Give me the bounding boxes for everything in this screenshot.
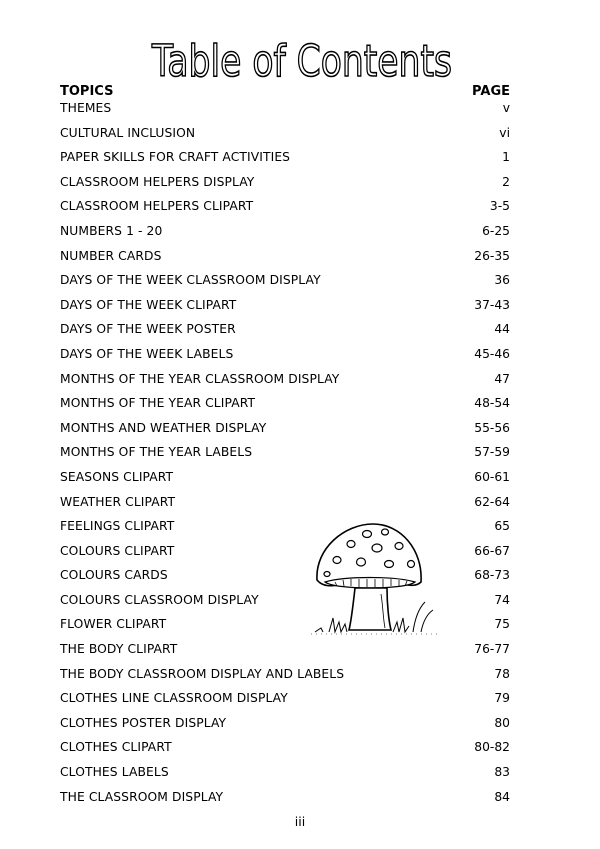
toc-entry: [60, 148, 510, 173]
toc-entry-page: 48-54: [474, 396, 510, 411]
page-title-text: Table of Contents: [151, 36, 452, 87]
toc-entry: [60, 468, 510, 493]
toc-entry-topic: DAYS OF THE WEEK POSTER: [60, 322, 236, 337]
toc-entry: [60, 443, 510, 468]
mushroom-illustration: [305, 518, 445, 643]
toc-entry-page: 62-64: [474, 494, 510, 509]
toc-entry: [60, 738, 510, 763]
toc-entry-page: 36: [494, 273, 510, 288]
toc-entry-topic: WEATHER CLIPART: [60, 494, 176, 509]
toc-entry: [60, 197, 510, 222]
toc-entry-topic: MONTHS OF THE YEAR LABELS: [60, 445, 253, 460]
toc-entry-page: 57-59: [474, 445, 510, 460]
toc-entry: [60, 320, 510, 345]
page-number: iii: [294, 814, 306, 829]
toc-entry: [60, 640, 510, 665]
toc-entry-topic: PAPER SKILLS FOR CRAFT ACTIVITIES: [60, 150, 291, 165]
toc-entry-topic: COLOURS CLIPART: [60, 543, 175, 558]
toc-entry: [60, 173, 510, 198]
toc-entry-topic: CLASSROOM HELPERS DISPLAY: [60, 174, 255, 189]
toc-entry-topic: CLOTHES LABELS: [60, 765, 169, 780]
toc-entry-topic: NUMBERS 1 - 20: [60, 223, 163, 238]
page-title: [0, 30, 600, 90]
toc-entry-page: 78: [494, 666, 510, 681]
toc-entry-topic: FEELINGS CLIPART: [60, 519, 175, 534]
toc-entry: [60, 714, 510, 739]
toc-entry-page: 80: [494, 715, 510, 730]
toc-entry-page: 6-25: [482, 223, 510, 238]
toc-entry: [60, 222, 510, 247]
toc-entry-topic: MONTHS AND WEATHER DISPLAY: [60, 420, 267, 435]
toc-entry: [60, 345, 510, 370]
page-header: PAGE: [472, 84, 510, 99]
toc-entry-page: 79: [494, 691, 510, 706]
toc-entry: [60, 689, 510, 714]
toc-entry-page: 80-82: [474, 740, 510, 755]
toc-entry-topic: THE BODY CLASSROOM DISPLAY AND LABELS: [60, 666, 345, 681]
toc-entry: [60, 394, 510, 419]
toc-entry-page: 55-56: [474, 420, 510, 435]
toc-entry: [60, 665, 510, 690]
toc-entry-topic: NUMBER CARDS: [60, 248, 162, 263]
toc-entry-page: 76-77: [474, 642, 510, 657]
toc-entry-topic: CLOTHES LINE CLASSROOM DISPLAY: [60, 691, 288, 706]
toc-entry-topic: COLOURS CARDS: [60, 568, 168, 583]
toc-entry: [60, 788, 510, 813]
toc-entry-page: 1: [502, 150, 510, 165]
toc-entry-topic: SEASONS CLIPART: [60, 469, 174, 484]
toc-entry: [60, 493, 510, 518]
toc-entry-page: 44: [494, 322, 510, 337]
toc-entry-topic: DAYS OF THE WEEK CLASSROOM DISPLAY: [60, 273, 321, 288]
toc-entry: [60, 370, 510, 395]
toc-entry-topic: CLOTHES CLIPART: [60, 740, 172, 755]
toc-entry-topic: CLOTHES POSTER DISPLAY: [60, 715, 227, 730]
topics-header: TOPICS: [60, 84, 114, 99]
toc-entry: [60, 763, 510, 788]
toc-entry-topic: THE CLASSROOM DISPLAY: [60, 789, 224, 804]
toc-entry-page: 3-5: [489, 199, 510, 214]
toc-entry-page: 26-35: [474, 248, 510, 263]
toc-entry-page: 66-67: [474, 543, 510, 558]
toc-entry-topic: COLOURS CLASSROOM DISPLAY: [60, 592, 259, 607]
toc-entry-page: 74: [494, 592, 510, 607]
toc-entry-page: 75: [494, 617, 510, 632]
contents-list: [60, 99, 510, 812]
toc-entry-page: 84: [494, 789, 510, 804]
toc-entry-topic: MONTHS OF THE YEAR CLASSROOM DISPLAY: [60, 371, 340, 386]
toc-entry-topic: FLOWER CLIPART: [60, 617, 167, 632]
toc-entry-topic: MONTHS OF THE YEAR CLIPART: [60, 396, 256, 411]
toc-entry: [60, 247, 510, 272]
toc-entry-topic: THE BODY CLIPART: [60, 642, 178, 657]
toc-entry-page: 83: [494, 765, 510, 780]
toc-entry: [60, 271, 510, 296]
toc-entry-page: 60-61: [474, 469, 510, 484]
toc-entry: [60, 99, 510, 124]
toc-entry-page: 37-43: [474, 297, 510, 312]
toc-entry-topic: DAYS OF THE WEEK LABELS: [60, 346, 234, 361]
toc-entry: [60, 419, 510, 444]
toc-entry-topic: THEMES: [60, 101, 112, 115]
toc-entry-page: 45-46: [474, 346, 510, 361]
toc-entry-topic: CULTURAL INCLUSION: [60, 125, 196, 140]
toc-entry-page: 68-73: [474, 568, 510, 583]
toc-entry-topic: CLASSROOM HELPERS CLIPART: [60, 199, 254, 214]
toc-entry-page: v: [502, 101, 510, 115]
toc-entry-page: vi: [499, 125, 510, 140]
toc-entry-page: 47: [494, 371, 510, 386]
toc-entry-page: 65: [494, 519, 510, 534]
toc-entry-page: 2: [502, 174, 510, 189]
toc-entry: [60, 124, 510, 149]
toc-entry-topic: DAYS OF THE WEEK CLIPART: [60, 297, 237, 312]
toc-entry: [60, 296, 510, 321]
